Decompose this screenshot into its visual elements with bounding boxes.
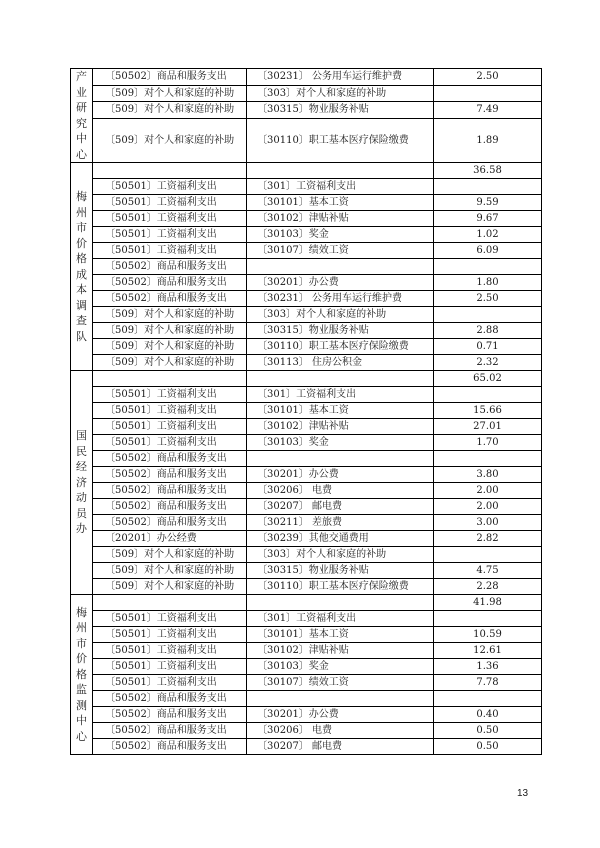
function-category-cell: 〔50501〕工资福利支出 <box>93 243 247 259</box>
amount-cell: 7.78 <box>434 675 542 691</box>
unit-name-char: 查 <box>76 314 87 327</box>
economic-category-cell: 〔30231〕 公务用车运行维护费 <box>247 69 434 86</box>
unit-name-char: 民 <box>76 444 87 458</box>
unit-name-char: 经 <box>76 460 87 474</box>
amount-cell: 1.89 <box>434 118 542 162</box>
table-row <box>71 179 542 195</box>
function-category-cell: 〔509〕对个人和家庭的补助 <box>93 102 247 119</box>
amount-cell: 3.80 <box>434 467 542 483</box>
unit-name-char: 产 <box>76 70 87 83</box>
amount-cell: 4.75 <box>434 563 542 579</box>
unit-name-char: 心 <box>76 147 87 161</box>
function-category-cell: 〔50502〕商品和服务支出 <box>93 69 247 86</box>
economic-category-cell: 〔30201〕办公费 <box>247 275 434 291</box>
table-row <box>71 483 542 499</box>
economic-category-cell: 〔30107〕绩效工资 <box>247 675 434 691</box>
amount-cell <box>434 547 542 563</box>
function-category-cell: 〔50501〕工资福利支出 <box>93 387 247 403</box>
economic-category-cell: 〔30103〕奖金 <box>247 227 434 243</box>
economic-category-cell: 〔30110〕职工基本医疗保险缴费 <box>247 579 434 595</box>
economic-category-cell: 〔30201〕办公费 <box>247 467 434 483</box>
amount-cell <box>434 451 542 467</box>
function-category-cell: 〔50502〕商品和服务支出 <box>93 275 247 291</box>
unit-name-char: 价 <box>76 236 87 250</box>
function-category-cell: 〔509〕对个人和家庭的补助 <box>93 307 247 323</box>
economic-category-cell <box>247 595 434 611</box>
function-category-cell: 〔50501〕工资福利支出 <box>93 419 247 435</box>
economic-category-cell: 〔30239〕其他交通费用 <box>247 531 434 547</box>
page-number: 13 <box>517 788 529 799</box>
subtotal-amount: 65.02 <box>434 371 542 387</box>
unit-subtotal-row <box>71 371 542 387</box>
amount-cell <box>434 259 542 275</box>
table-row <box>71 275 542 291</box>
amount-cell: 3.00 <box>434 515 542 531</box>
economic-category-cell: 〔301〕工资福利支出 <box>247 611 434 627</box>
unit-name-char: 调 <box>76 298 87 312</box>
function-category-cell: 〔50501〕工资福利支出 <box>93 643 247 659</box>
economic-category-cell: 〔303〕对个人和家庭的补助 <box>247 547 434 563</box>
unit-subtotal-row <box>71 595 542 611</box>
economic-category-cell: 〔30207〕 邮电费 <box>247 499 434 515</box>
economic-category-cell: 〔30101〕基本工资 <box>247 627 434 643</box>
unit-name-cell <box>71 163 93 371</box>
table-row <box>71 579 542 595</box>
unit-name-char: 市 <box>76 221 87 234</box>
table-row <box>71 227 542 243</box>
economic-category-cell <box>247 259 434 275</box>
economic-category-cell: 〔30113〕 住房公积金 <box>247 355 434 371</box>
table-row <box>71 547 542 563</box>
unit-name-char: 中 <box>76 132 87 145</box>
amount-cell <box>434 85 542 102</box>
amount-cell: 7.49 <box>434 102 542 119</box>
amount-cell <box>434 611 542 627</box>
amount-cell: 2.50 <box>434 69 542 86</box>
economic-category-cell: 〔303〕对个人和家庭的补助 <box>247 307 434 323</box>
economic-category-cell: 〔30315〕物业服务补贴 <box>247 102 434 119</box>
function-category-cell: 〔50501〕工资福利支出 <box>93 611 247 627</box>
unit-name-char: 办 <box>76 522 87 536</box>
unit-name-char: 国 <box>76 429 87 443</box>
economic-category-cell: 〔30103〕奖金 <box>247 435 434 451</box>
unit-name-char: 济 <box>76 475 87 489</box>
table-row <box>71 659 542 675</box>
economic-category-cell: 〔30102〕津贴补贴 <box>247 211 434 227</box>
function-category-cell: 〔509〕对个人和家庭的补助 <box>93 339 247 355</box>
function-category-cell: 〔50501〕工资福利支出 <box>93 179 247 195</box>
table-row <box>71 691 542 707</box>
amount-cell: 12.61 <box>434 643 542 659</box>
function-category-cell: 〔50501〕工资福利支出 <box>93 675 247 691</box>
economic-category-cell: 〔30315〕物业服务补贴 <box>247 563 434 579</box>
subtotal-amount: 36.58 <box>434 163 542 179</box>
economic-category-cell: 〔30110〕职工基本医疗保险缴费 <box>247 118 434 162</box>
table-row <box>71 102 542 119</box>
table-row <box>71 403 542 419</box>
amount-cell: 9.67 <box>434 211 542 227</box>
function-category-cell: 〔509〕对个人和家庭的补助 <box>93 547 247 563</box>
economic-category-cell: 〔30102〕津贴补贴 <box>247 643 434 659</box>
economic-category-cell <box>247 451 434 467</box>
function-category-cell: 〔50502〕商品和服务支出 <box>93 707 247 723</box>
unit-subtotal-row <box>71 163 542 179</box>
economic-category-cell: 〔30211〕 差旅费 <box>247 515 434 531</box>
economic-category-cell: 〔30315〕物业服务补贴 <box>247 323 434 339</box>
unit-name-char: 市 <box>76 636 87 650</box>
unit-name-char: 测 <box>76 698 87 712</box>
function-category-cell: 〔50501〕工资福利支出 <box>93 627 247 643</box>
unit-name-char: 州 <box>76 621 87 635</box>
function-category-cell: 〔50501〕工资福利支出 <box>93 211 247 227</box>
amount-cell: 15.66 <box>434 403 542 419</box>
function-category-cell: 〔50502〕商品和服务支出 <box>93 451 247 467</box>
function-category-cell: 〔50502〕商品和服务支出 <box>93 259 247 275</box>
unit-name-char: 队 <box>76 329 87 343</box>
economic-category-cell: 〔30110〕职工基本医疗保险缴费 <box>247 339 434 355</box>
unit-name-char: 成 <box>76 267 87 281</box>
economic-category-cell: 〔30201〕办公费 <box>247 707 434 723</box>
table-row <box>71 243 542 259</box>
amount-cell: 10.59 <box>434 627 542 643</box>
function-category-cell: 〔50501〕工资福利支出 <box>93 435 247 451</box>
unit-name-char: 业 <box>76 85 87 99</box>
unit-name-char: 究 <box>76 116 87 130</box>
function-category-cell: 〔50502〕商品和服务支出 <box>93 723 247 739</box>
economic-category-cell: 〔30101〕基本工资 <box>247 403 434 419</box>
table-row <box>71 611 542 627</box>
function-category-cell: 〔20201〕办公经费 <box>93 531 247 547</box>
economic-category-cell: 〔30206〕 电费 <box>247 723 434 739</box>
economic-category-cell: 〔301〕工资福利支出 <box>247 179 434 195</box>
function-category-cell: 〔509〕对个人和家庭的补助 <box>93 323 247 339</box>
amount-cell: 0.71 <box>434 339 542 355</box>
table-row <box>71 69 542 86</box>
table-row <box>71 707 542 723</box>
table-row <box>71 467 542 483</box>
amount-cell: 0.40 <box>434 707 542 723</box>
amount-cell: 2.88 <box>434 323 542 339</box>
table-row <box>71 419 542 435</box>
unit-name-char: 价 <box>76 652 87 666</box>
table-row <box>71 515 542 531</box>
amount-cell <box>434 307 542 323</box>
subtotal-amount: 41.98 <box>434 595 542 611</box>
amount-cell: 6.09 <box>434 243 542 259</box>
table-row <box>71 355 542 371</box>
table-row <box>71 499 542 515</box>
table-row <box>71 739 542 755</box>
unit-name-char: 研 <box>76 101 87 114</box>
amount-cell: 27.01 <box>434 419 542 435</box>
unit-name-char: 梅 <box>76 190 87 203</box>
table-row <box>71 195 542 211</box>
function-category-cell: 〔509〕对个人和家庭的补助 <box>93 85 247 102</box>
table-row <box>71 435 542 451</box>
unit-name-char: 州 <box>76 205 87 219</box>
amount-cell <box>434 179 542 195</box>
table-row <box>71 118 542 162</box>
function-category-cell <box>93 163 247 179</box>
amount-cell <box>434 691 542 707</box>
function-category-cell: 〔50502〕商品和服务支出 <box>93 467 247 483</box>
unit-name-char: 梅 <box>76 605 87 619</box>
unit-name-cell <box>71 595 93 755</box>
economic-category-cell: 〔30103〕奖金 <box>247 659 434 675</box>
function-category-cell: 〔50502〕商品和服务支出 <box>93 499 247 515</box>
table-row <box>71 451 542 467</box>
function-category-cell: 〔509〕对个人和家庭的补助 <box>93 118 247 162</box>
table-row <box>71 675 542 691</box>
table-row <box>71 211 542 227</box>
economic-category-cell: 〔30231〕 公务用车运行维护费 <box>247 291 434 307</box>
table-row <box>71 643 542 659</box>
table-row <box>71 307 542 323</box>
table-row <box>71 627 542 643</box>
unit-name-char: 动 <box>76 491 87 505</box>
table-row <box>71 259 542 275</box>
unit-name-char: 监 <box>76 683 87 697</box>
table-row <box>71 291 542 307</box>
unit-name-cell <box>71 69 93 163</box>
function-category-cell <box>93 595 247 611</box>
unit-name-char: 本 <box>76 283 87 296</box>
function-category-cell: 〔50501〕工资福利支出 <box>93 227 247 243</box>
budget-detail-table <box>70 68 542 755</box>
function-category-cell: 〔509〕对个人和家庭的补助 <box>93 355 247 371</box>
economic-category-cell <box>247 691 434 707</box>
amount-cell: 2.32 <box>434 355 542 371</box>
amount-cell: 1.80 <box>434 275 542 291</box>
function-category-cell: 〔50501〕工资福利支出 <box>93 403 247 419</box>
table-row <box>71 563 542 579</box>
economic-category-cell: 〔30206〕 电费 <box>247 483 434 499</box>
function-category-cell: 〔50502〕商品和服务支出 <box>93 483 247 499</box>
amount-cell: 2.82 <box>434 531 542 547</box>
amount-cell: 2.50 <box>434 291 542 307</box>
amount-cell: 9.59 <box>434 195 542 211</box>
unit-name-char: 格 <box>76 667 87 681</box>
table-row <box>71 723 542 739</box>
unit-name-char: 员 <box>76 506 87 520</box>
function-category-cell: 〔50502〕商品和服务支出 <box>93 515 247 531</box>
budget-table-body <box>71 69 542 755</box>
table-row <box>71 531 542 547</box>
table-row <box>71 323 542 339</box>
amount-cell <box>434 387 542 403</box>
economic-category-cell <box>247 163 434 179</box>
amount-cell: 0.50 <box>434 739 542 755</box>
economic-category-cell: 〔30102〕津贴补贴 <box>247 419 434 435</box>
function-category-cell: 〔50501〕工资福利支出 <box>93 195 247 211</box>
economic-category-cell: 〔30207〕 邮电费 <box>247 739 434 755</box>
function-category-cell: 〔50501〕工资福利支出 <box>93 659 247 675</box>
amount-cell: 0.50 <box>434 723 542 739</box>
amount-cell: 2.28 <box>434 579 542 595</box>
economic-category-cell: 〔30107〕绩效工资 <box>247 243 434 259</box>
function-category-cell: 〔509〕对个人和家庭的补助 <box>93 563 247 579</box>
economic-category-cell: 〔303〕对个人和家庭的补助 <box>247 85 434 102</box>
table-row <box>71 339 542 355</box>
economic-category-cell: 〔301〕工资福利支出 <box>247 387 434 403</box>
economic-category-cell: 〔30101〕基本工资 <box>247 195 434 211</box>
economic-category-cell <box>247 371 434 387</box>
table-row <box>71 387 542 403</box>
function-category-cell: 〔509〕对个人和家庭的补助 <box>93 579 247 595</box>
table-row <box>71 85 542 102</box>
unit-name-char: 心 <box>76 729 87 743</box>
unit-name-cell <box>71 371 93 595</box>
function-category-cell: 〔50502〕商品和服务支出 <box>93 291 247 307</box>
amount-cell: 2.00 <box>434 483 542 499</box>
unit-name-char: 中 <box>76 714 87 728</box>
amount-cell: 1.70 <box>434 435 542 451</box>
function-category-cell <box>93 371 247 387</box>
amount-cell: 2.00 <box>434 499 542 515</box>
unit-name-char: 格 <box>76 252 87 265</box>
function-category-cell: 〔50502〕商品和服务支出 <box>93 691 247 707</box>
amount-cell: 1.36 <box>434 659 542 675</box>
amount-cell: 1.02 <box>434 227 542 243</box>
function-category-cell: 〔50502〕商品和服务支出 <box>93 739 247 755</box>
